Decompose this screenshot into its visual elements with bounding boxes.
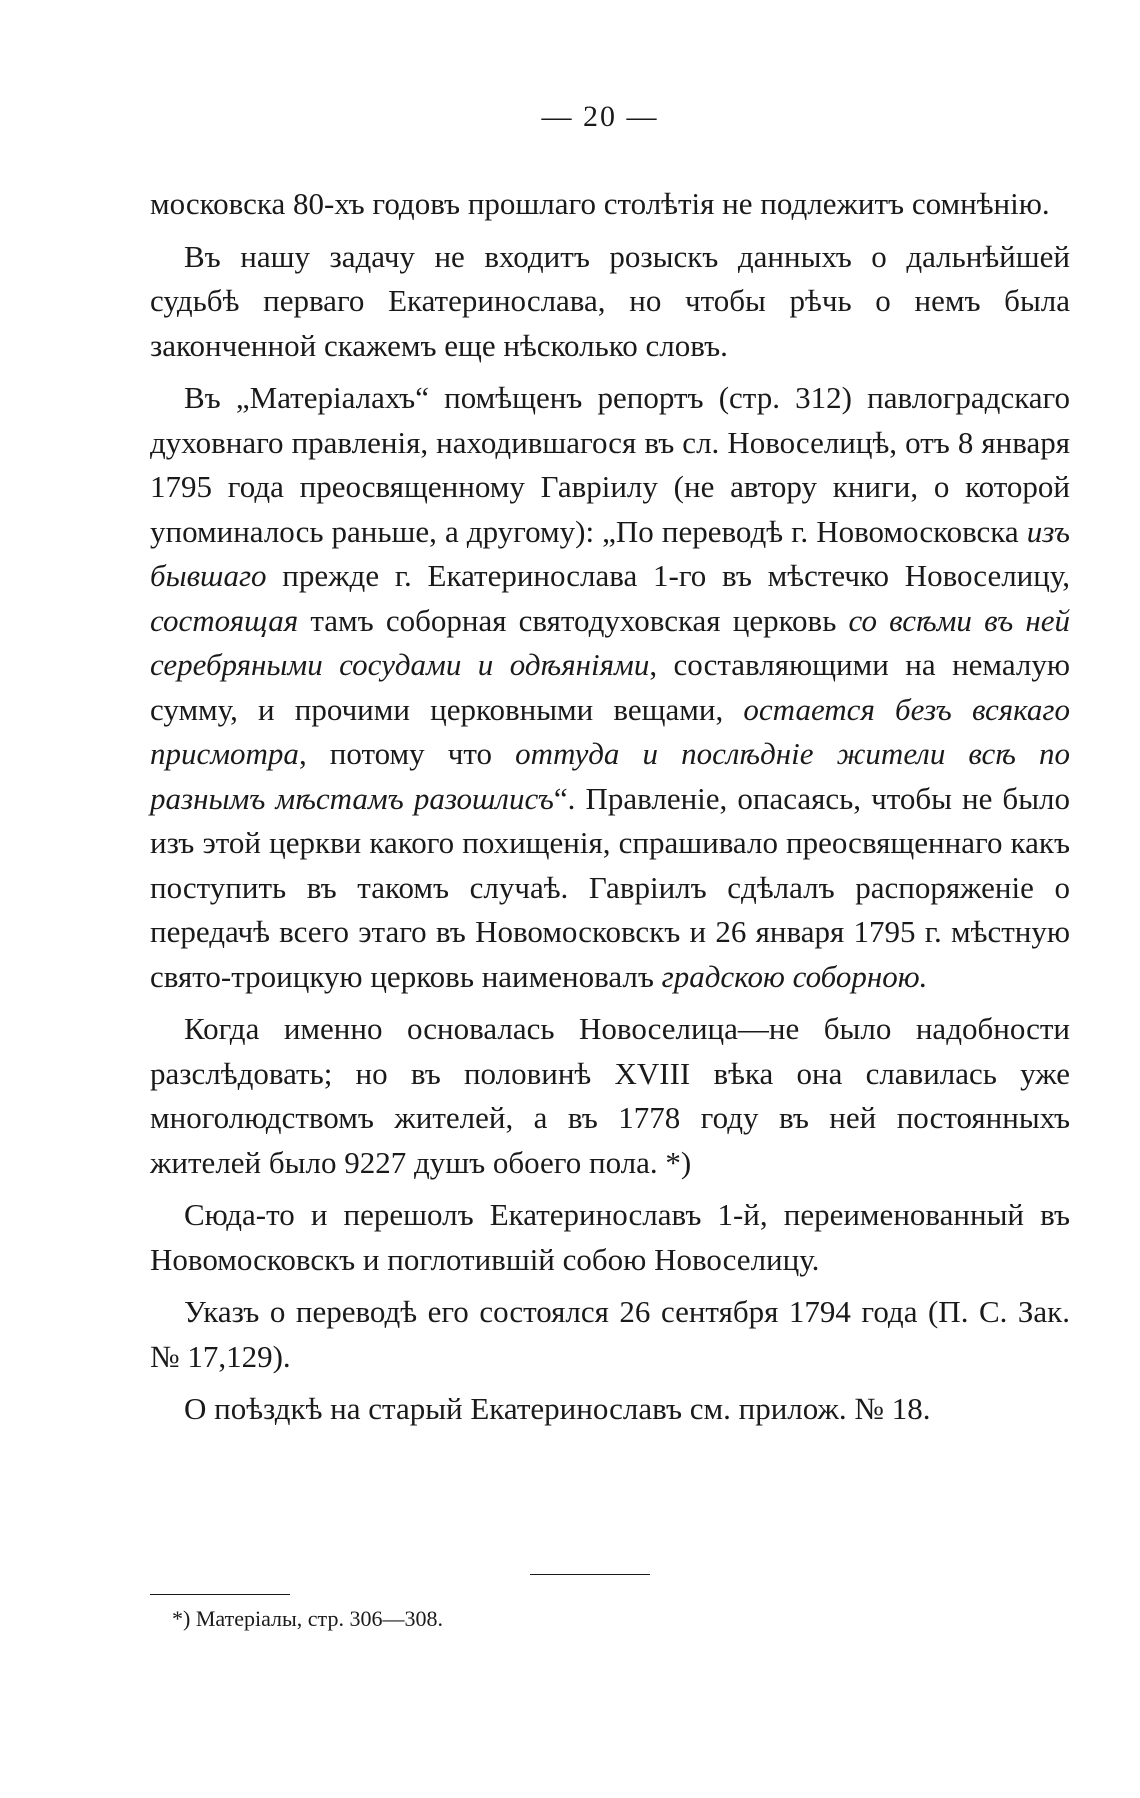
paragraph [150, 1193, 1070, 1282]
paragraph [150, 182, 1070, 227]
paragraph [150, 376, 1070, 999]
text-run: тамъ соборная святодуховская церковь [298, 602, 849, 638]
text-run: , составляющими на немалую сумму, и прочими церковными вещами, [150, 647, 1070, 727]
text-run: прежде г. Екатеринослава 1-го въ мѣстечко Новоселицу, [266, 558, 1070, 593]
footnote-rule [150, 1594, 290, 1595]
text-run: Въ нашу задачу не входитъ розыскъ данныхъ о дальнѣйшей судьбѣ перваго Екатеринослава, но чтобы рѣчь о немъ была законченной скажемъ еще нѣсколько словъ. [150, 238, 1070, 363]
text-run: , потому что [298, 736, 516, 771]
italic-text: остается безъ всякаго присмотра [150, 691, 1070, 771]
text-run: Указъ о переводѣ его состоялся 26 сентября 1794 года (П. С. Зак. № 17,129). [150, 1294, 1070, 1374]
page-number: — 20 — [541, 100, 659, 133]
text-run: Въ „Матеріалахъ“ помѣщенъ репортъ (стр. 312) павлоградскаго духовнаго правленія, находившагося въ сл. Новоселицѣ, отъ 8 января 1795 года преосвященному Гавріилу (не автору книги, о которой упоминалось раньше, а другому): „По переводѣ г. Новомосковска [150, 380, 1070, 549]
italic-text: оттуда и послѣдніе жители всѣ по разнымъ мѣстамъ разошлисъ [150, 736, 1070, 816]
paragraph [150, 1290, 1070, 1379]
paragraph [150, 1007, 1070, 1185]
paragraph [150, 1387, 1070, 1432]
text-run: “. Правленіе, опасаясь, чтобы не было изъ этой церкви какого похищенія, спрашивало преосвященнаго какъ поступить въ такомъ случаѣ. Гавріилъ сдѣлалъ распоряженіе о передачѣ всего этаго въ Новомосковскъ и 26 января 1795 г. мѣстную свято-троицкую церковь наименовалъ [150, 780, 1071, 994]
italic-text: изъ бывшаго [150, 513, 1070, 593]
text-run: О поѣздкѣ на старый Екатеринославъ см. прилож. № 18. [184, 1391, 931, 1426]
text-run: московска 80-хъ годовъ прошлаго столѣтія не подлежитъ сомнѣнію. [150, 186, 1050, 221]
section-rule [530, 1574, 650, 1575]
text-run: Сюда-то и перешолъ Екатеринославъ 1-й, переименованный въ Новомосковскъ и поглотившій собою Новоселицу. [150, 1197, 1070, 1277]
italic-text: состоящая [150, 602, 299, 638]
italic-text: градскою соборною. [661, 958, 928, 994]
body-text [150, 182, 1070, 1432]
italic-text: со всѣми въ ней серебряными сосудами и одѣяніями [150, 602, 1070, 682]
paragraph [150, 235, 1070, 369]
text-run: Когда именно основалась Новоселица—не было надобности разслѣдовать; но въ половинѣ XVIII вѣка она славилась уже многолюдствомъ жителей, а въ 1778 году въ ней постоянныхъ жителей было 9227 душъ обоего пола. *) [150, 1011, 1070, 1180]
footnote: *) Матеріалы, стр. 306—308. [172, 1606, 443, 1631]
